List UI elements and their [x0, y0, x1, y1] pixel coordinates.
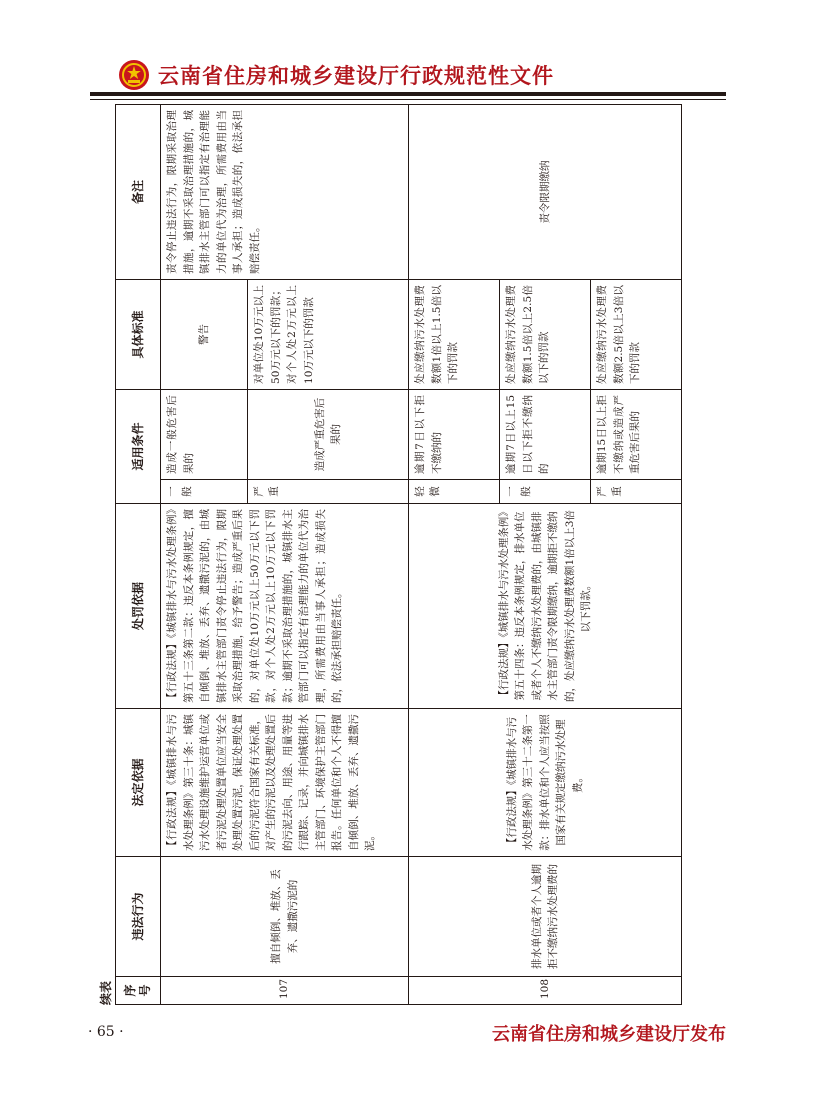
header-rule-thin	[90, 99, 726, 100]
condition-cell: 逾期15日以上拒不缴纳或造成严重危害后果的	[591, 389, 682, 479]
penalty-basis-cell: 【行政法规】《城镇排水与污水处理条例》第五十四条：违反本条例规定，排水单位或者个人不缴纳污水处理费的，由城镇排水主管部门责令限期缴纳，逾期拒不缴纳的，处应缴纳污水处理费数额1倍以上3倍以下罚款。	[409, 504, 682, 709]
header-basis: 处罚依据	[116, 504, 161, 709]
level-label: 一般	[505, 486, 532, 497]
page-number: · 65 ·	[88, 1024, 124, 1040]
header-standard: 具体标准	[116, 279, 161, 389]
document-series-title: 云南省住房和城乡建设厅行政规范性文件	[158, 64, 554, 88]
row-number: 108	[409, 977, 682, 1005]
table-header-row	[116, 104, 161, 1004]
level-cell	[500, 480, 591, 504]
level-cell	[248, 480, 409, 504]
standard-cell: 警告	[161, 279, 248, 389]
violation-cell: 排水单位或者个人逾期拒不缴纳污水处理费的	[409, 857, 682, 977]
continued-label: 续表	[99, 980, 113, 1005]
level-label: 一般	[166, 486, 193, 497]
table-row	[409, 104, 500, 1004]
remark-cell: 责令停止违法行为，限期采取治理措施，逾期不采取治理措施的，城镇排水主管部门可以指定有治理能力的单位代为治理，所需费用由当事人承担；造成损失的，依法承担赔偿责任。	[161, 104, 409, 279]
header-act: 违法行为	[116, 857, 161, 977]
document-header	[118, 55, 718, 95]
header-rule-thick	[90, 92, 726, 96]
violation-cell: 擅自倾倒、堆放、丢弃、遗撒污泥的	[161, 857, 409, 977]
penalty-standard-table	[115, 104, 682, 1005]
condition-cell: 造成严重危害后果的	[248, 389, 409, 479]
header-remark: 备注	[116, 104, 161, 279]
penalty-basis-cell: 【行政法规】《城镇排水与污水处理条例》第五十三条第二款：违反本条例规定，擅自倾倒、堆放、丢弃、遗撒污泥的，由城镇排水主管部门责令停止违法行为，限期采取治理措施，给予警告；造成严重后果的，对单位处10万元以上50万元以下罚款，对个人处2万元以上10万元以下罚款；逾期不采取治理措施的，城镇排水主管部门可以指定有治理能力的单位代为治理，所需费用由当事人承担；造成损失的，依法承担赔偿责任。	[161, 504, 409, 709]
condition-cell: 逾期7日以上15日以下拒不缴纳的	[500, 389, 591, 479]
header-law: 法定依据	[116, 709, 161, 857]
standard-cell: 处应缴纳污水处理费数额2.5倍以上3倍以下的罚款	[591, 279, 682, 389]
remark-cell: 责令限期缴纳	[409, 104, 682, 279]
national-emblem-icon	[118, 59, 150, 91]
standard-cell: 处应缴纳污水处理费数额1倍以上1.5倍以下的罚款	[409, 279, 500, 389]
rotated-table-region	[99, 105, 705, 1005]
level-cell	[409, 480, 500, 504]
standard-cell: 处应缴纳污水处理费数额1.5倍以上2.5倍以下的罚款	[500, 279, 591, 389]
table-row	[161, 104, 248, 1004]
legal-basis-cell: 【行政法规】《城镇排水与污水处理条例》第三十二条第一款：排水单位和个人应当按照国家有关规定缴纳污水处理费。	[409, 709, 682, 857]
header-condition: 适用条件	[116, 389, 161, 503]
legal-basis-cell: 【行政法规】《城镇排水与污水处理条例》第三十条：城镇污水处理设施维护运营单位或者污泥处理处置单位应当安全处理处置污泥，保证处理处置后的污泥符合国家有关标准，对产生的污泥以及处理处置后的污泥去向、用途、用量等进行跟踪、记录，并向城镇排水主管部门、环境保护主管部门报告。任何单位和个人不得擅自倾倒、堆放、丢弃、遗撒污泥。	[161, 709, 409, 857]
row-number: 107	[161, 977, 409, 1005]
header-no: 序号	[116, 977, 161, 1005]
condition-cell: 逾期7日以下拒不缴纳的	[409, 389, 500, 479]
level-cell	[591, 480, 682, 504]
publisher-footer: 云南省住房和城乡建设厅发布	[492, 1024, 726, 1045]
level-label: 轻微	[414, 486, 441, 497]
level-cell	[161, 480, 248, 504]
level-label: 严重	[253, 486, 280, 497]
level-label: 严重	[596, 486, 623, 497]
condition-cell: 造成一般危害后果的	[161, 389, 248, 479]
standard-cell: 对单位处10万元以上50万元以下的罚款；对个人处2万元以上10万元以下的罚款	[248, 279, 409, 389]
